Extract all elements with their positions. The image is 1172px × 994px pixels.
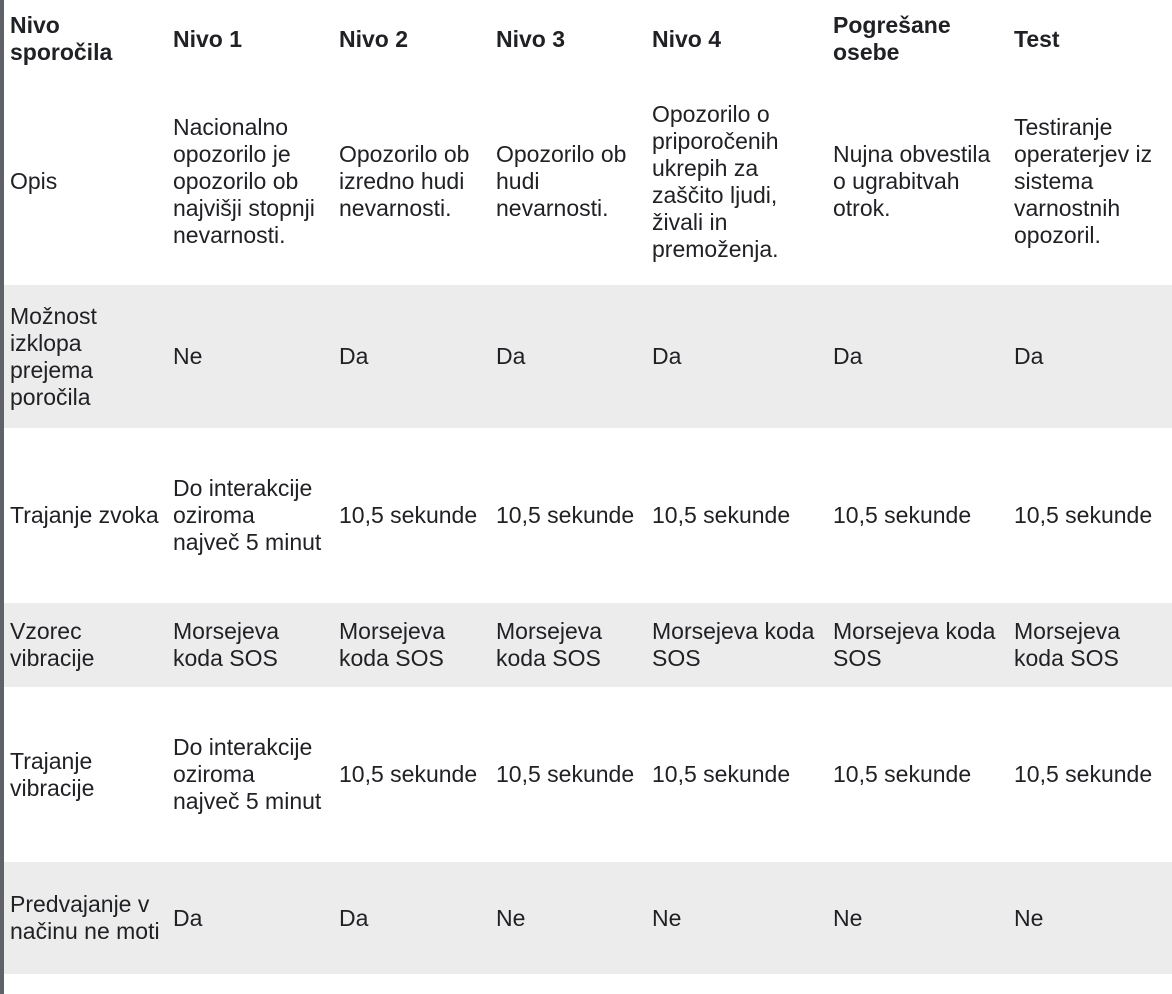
table-cell: Nacionalno opozorilo je opozorilo ob najvišji stopnji nevarnosti. [173, 114, 315, 248]
table-cell: 10,5 sekunde [339, 761, 478, 787]
table-cell: Da [173, 904, 203, 931]
table-row-trajanje-zvoka [4, 428, 1172, 603]
table-cell: Testiranje operaterjev iz sistema varnostnih opozoril. [1014, 114, 1153, 248]
table-cell: 10,5 sekunde [339, 502, 478, 528]
table-row-predvajanje-ne-moti [4, 862, 1172, 974]
header-row [4, 0, 1172, 78]
table-body [4, 78, 1172, 974]
table-cell: Ne [833, 904, 863, 931]
header-cell-nivo-sporocila: Nivo sporočila [10, 12, 113, 65]
header-cell-pogresane-osebe: Pogrešane osebe [833, 12, 951, 65]
table-cell: Morsejeva koda SOS [339, 618, 446, 671]
table-cell: 10,5 sekunde [652, 502, 791, 528]
table-cell: Ne [173, 343, 203, 369]
table-cell: Da [496, 343, 526, 369]
table-cell: Nujna obvestila o ugrabitvah otrok. [833, 141, 991, 221]
row-label: Vzorec vibracije [10, 618, 95, 671]
table-cell: Morsejeva koda SOS [173, 618, 280, 671]
row-label: Opis [10, 168, 58, 194]
table-row-trajanje-vibracije [4, 687, 1172, 862]
table-cell: Da [833, 343, 863, 369]
table-cell: Da [339, 904, 369, 931]
table-cell: Da [339, 343, 369, 369]
row-label: Možnost izklopa prejema poročila [10, 302, 97, 410]
table-row-vzorec-vibracije [4, 603, 1172, 687]
table-row-opis [4, 78, 1172, 285]
table-cell: Do interakcije oziroma največ 5 minut [173, 475, 322, 555]
table-cell: 10,5 sekunde [833, 502, 972, 528]
header-cell-nivo-1: Nivo 1 [173, 25, 243, 52]
header-cell-nivo-3: Nivo 3 [496, 25, 566, 52]
table-cell: 10,5 sekunde [833, 761, 972, 787]
table-cell: 10,5 sekunde [1014, 502, 1153, 528]
header-cell-nivo-2: Nivo 2 [339, 25, 409, 52]
table-cell: Da [652, 343, 682, 369]
table-cell: Da [1014, 343, 1044, 369]
table-cell: Ne [652, 904, 682, 931]
table-cell: 10,5 sekunde [496, 761, 635, 787]
alert-levels-table [4, 0, 1172, 974]
table-cell: Morsejeva koda SOS [652, 618, 815, 671]
table-cell: Opozorilo o priporočenih ukrepih za zaščito ljudi, živali in premoženja. [652, 100, 779, 262]
table-cell: Opozorilo ob izredno hudi nevarnosti. [339, 141, 470, 221]
table-cell: 10,5 sekunde [1014, 761, 1153, 787]
table-cell: Ne [496, 904, 526, 931]
table-cell: Morsejeva koda SOS [1014, 618, 1121, 671]
table-cell: Do interakcije oziroma največ 5 minut [173, 734, 322, 814]
row-label: Trajanje zvoka [10, 502, 159, 528]
table-header [4, 0, 1172, 78]
row-label: Predvajanje v načinu ne moti [10, 891, 160, 944]
table-row-moznost-izklopa [4, 285, 1172, 428]
table-cell: Morsejeva koda SOS [496, 618, 603, 671]
header-cell-nivo-4: Nivo 4 [652, 25, 722, 52]
table-cell: Opozorilo ob hudi nevarnosti. [496, 141, 627, 221]
row-label: Trajanje vibracije [10, 747, 95, 801]
table-cell: 10,5 sekunde [652, 761, 791, 787]
table-cell: Morsejeva koda SOS [833, 618, 996, 671]
table-cell: Ne [1014, 904, 1044, 931]
table-cell: 10,5 sekunde [496, 502, 635, 528]
header-cell-test: Test [1014, 25, 1060, 52]
